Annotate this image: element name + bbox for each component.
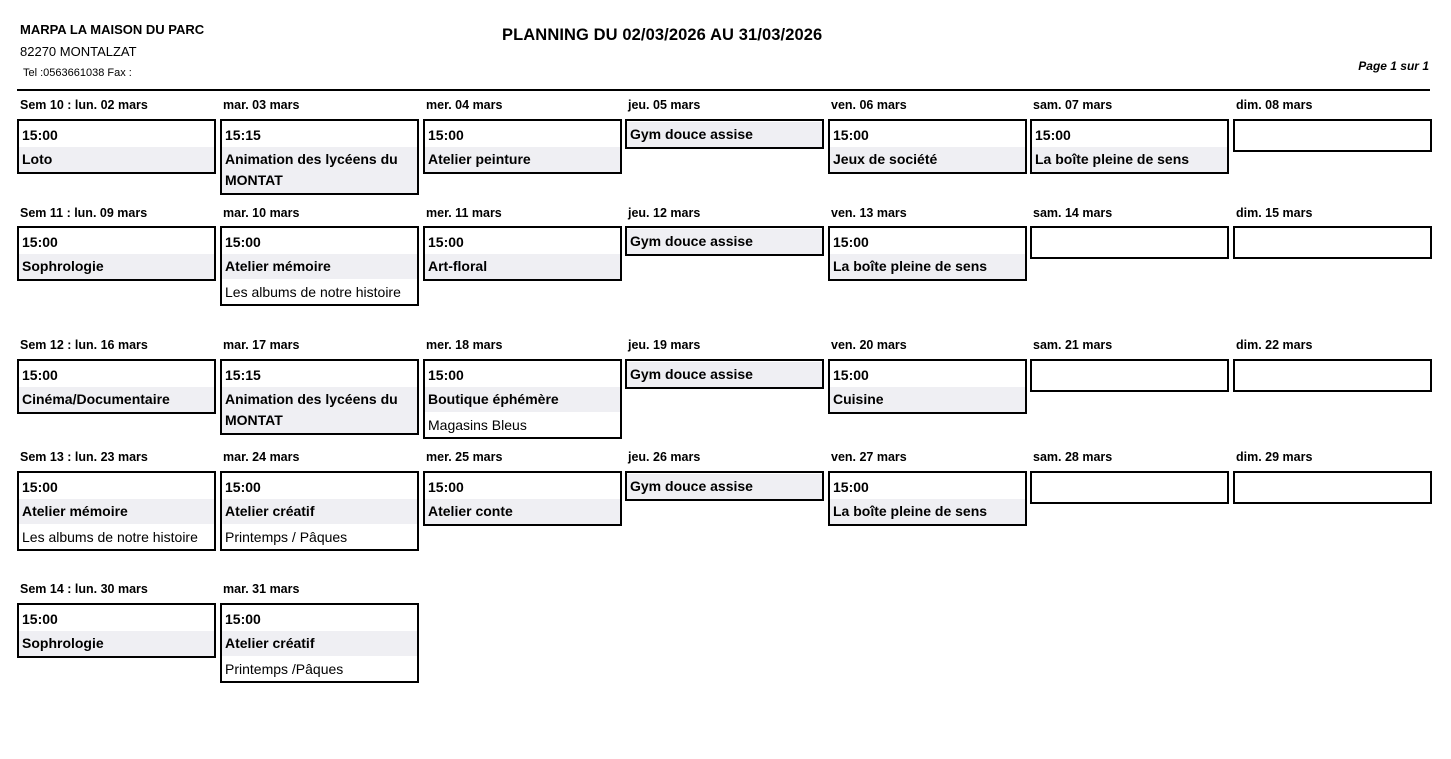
event-card <box>423 359 622 439</box>
day-label: mar. 17 mars <box>223 338 300 352</box>
event-card <box>220 603 419 683</box>
day-label: mar. 31 mars <box>223 582 300 596</box>
page-title: PLANNING DU 02/03/2026 AU 31/03/2026 <box>502 26 823 44</box>
day-cell-empty <box>1030 471 1229 504</box>
event-title: Sophrologie <box>19 254 214 279</box>
event-card <box>828 119 1027 174</box>
event-card <box>17 603 216 658</box>
event-title: Gym douce assise <box>627 229 822 254</box>
day-cell-empty <box>1233 226 1432 259</box>
event-title: Jeux de société <box>830 147 1025 172</box>
event-card <box>625 226 824 256</box>
event-title: Atelier mémoire <box>222 254 417 279</box>
event-title: Gym douce assise <box>627 122 822 147</box>
event-time: 15:00 <box>428 479 464 495</box>
day-label: ven. 13 mars <box>831 206 907 220</box>
event-description: Les albums de notre histoire <box>225 284 401 300</box>
event-title: Art-floral <box>425 254 620 279</box>
day-label: dim. 22 mars <box>1236 338 1313 352</box>
day-label: Sem 13 : lun. 23 mars <box>20 450 148 464</box>
event-title: Atelier créatif <box>222 499 417 524</box>
day-label: jeu. 26 mars <box>628 450 701 464</box>
event-time: 15:00 <box>22 367 58 383</box>
event-title: Cinéma/Documentaire <box>19 387 214 412</box>
day-label: ven. 27 mars <box>831 450 907 464</box>
event-time: 15:00 <box>22 127 58 143</box>
event-card <box>220 119 419 195</box>
day-label: mar. 03 mars <box>223 98 300 112</box>
day-label: sam. 14 mars <box>1033 206 1113 220</box>
event-time: 15:00 <box>833 127 869 143</box>
event-title: Gym douce assise <box>627 474 822 499</box>
event-time: 15:15 <box>225 127 261 143</box>
event-card <box>625 119 824 149</box>
event-title: La boîte pleine de sens <box>830 499 1025 524</box>
event-title: Atelier créatif <box>222 631 417 656</box>
event-time: 15:00 <box>428 234 464 250</box>
day-label: mar. 10 mars <box>223 206 300 220</box>
day-label: jeu. 05 mars <box>628 98 701 112</box>
event-description: Printemps / Pâques <box>225 529 348 545</box>
org-city: 82270 MONTALZAT <box>20 44 137 59</box>
day-label: mer. 04 mars <box>426 98 503 112</box>
event-title: Loto <box>19 147 214 172</box>
event-card <box>220 226 419 306</box>
event-card <box>625 471 824 501</box>
day-cell-empty <box>1233 119 1432 152</box>
event-time: 15:00 <box>225 234 261 250</box>
org-name: MARPA LA MAISON DU PARC <box>20 22 205 37</box>
event-card <box>828 359 1027 414</box>
event-title: Boutique éphémère <box>425 387 620 412</box>
event-title: Atelier conte <box>425 499 620 524</box>
day-label: Sem 11 : lun. 09 mars <box>20 206 148 220</box>
day-label: dim. 08 mars <box>1236 98 1313 112</box>
event-time: 15:00 <box>833 367 869 383</box>
event-time: 15:00 <box>428 367 464 383</box>
event-time: 15:00 <box>22 611 58 627</box>
day-label: jeu. 19 mars <box>628 338 701 352</box>
day-label: Sem 10 : lun. 02 mars <box>20 98 148 112</box>
day-cell-empty <box>1233 359 1432 392</box>
event-card <box>17 226 216 281</box>
event-time: 15:00 <box>428 127 464 143</box>
day-cell-empty <box>1030 359 1229 392</box>
event-time: 15:00 <box>225 479 261 495</box>
event-time: 15:00 <box>833 479 869 495</box>
day-label: dim. 15 mars <box>1236 206 1313 220</box>
event-card <box>17 471 216 551</box>
day-label: ven. 06 mars <box>831 98 907 112</box>
event-card <box>423 119 622 174</box>
event-time: 15:00 <box>225 611 261 627</box>
org-contact: Tel :0563661038 Fax : <box>23 67 132 79</box>
event-card <box>423 226 622 281</box>
day-cell-empty <box>1233 471 1432 504</box>
event-title: Atelier mémoire <box>19 499 214 524</box>
event-time: 15:00 <box>22 479 58 495</box>
day-label: sam. 07 mars <box>1033 98 1113 112</box>
event-title: Animation des lycéens du MONTAT <box>222 387 417 433</box>
day-label: sam. 21 mars <box>1033 338 1113 352</box>
day-label: mer. 25 mars <box>426 450 503 464</box>
event-description: Printemps /Pâques <box>225 661 344 677</box>
event-card <box>1030 119 1229 174</box>
event-description: Les albums de notre histoire <box>22 529 198 545</box>
day-label: mar. 24 mars <box>223 450 300 464</box>
event-card <box>17 359 216 414</box>
day-label: ven. 20 mars <box>831 338 907 352</box>
event-card <box>625 359 824 389</box>
day-label: sam. 28 mars <box>1033 450 1113 464</box>
day-label: mer. 18 mars <box>426 338 503 352</box>
event-title: La boîte pleine de sens <box>1032 147 1227 172</box>
day-label: Sem 14 : lun. 30 mars <box>20 582 148 596</box>
day-label: dim. 29 mars <box>1236 450 1313 464</box>
event-time: 15:00 <box>1035 127 1071 143</box>
event-card <box>828 471 1027 526</box>
event-time: 15:15 <box>225 367 261 383</box>
event-title: La boîte pleine de sens <box>830 254 1025 279</box>
page-number: Page 1 sur 1 <box>1358 59 1429 73</box>
event-title: Atelier peinture <box>425 147 620 172</box>
event-title: Cuisine <box>830 387 1025 412</box>
event-card <box>423 471 622 526</box>
event-title: Animation des lycéens du MONTAT <box>222 147 417 193</box>
day-cell-empty <box>1030 226 1229 259</box>
event-title: Gym douce assise <box>627 362 822 387</box>
day-label: Sem 12 : lun. 16 mars <box>20 338 148 352</box>
event-time: 15:00 <box>833 234 869 250</box>
event-card <box>220 359 419 435</box>
event-title: Sophrologie <box>19 631 214 656</box>
event-card <box>828 226 1027 281</box>
day-label: jeu. 12 mars <box>628 206 701 220</box>
event-card <box>17 119 216 174</box>
event-description: Magasins Bleus <box>428 417 527 433</box>
day-label: mer. 11 mars <box>426 206 502 220</box>
event-time: 15:00 <box>22 234 58 250</box>
event-card <box>220 471 419 551</box>
